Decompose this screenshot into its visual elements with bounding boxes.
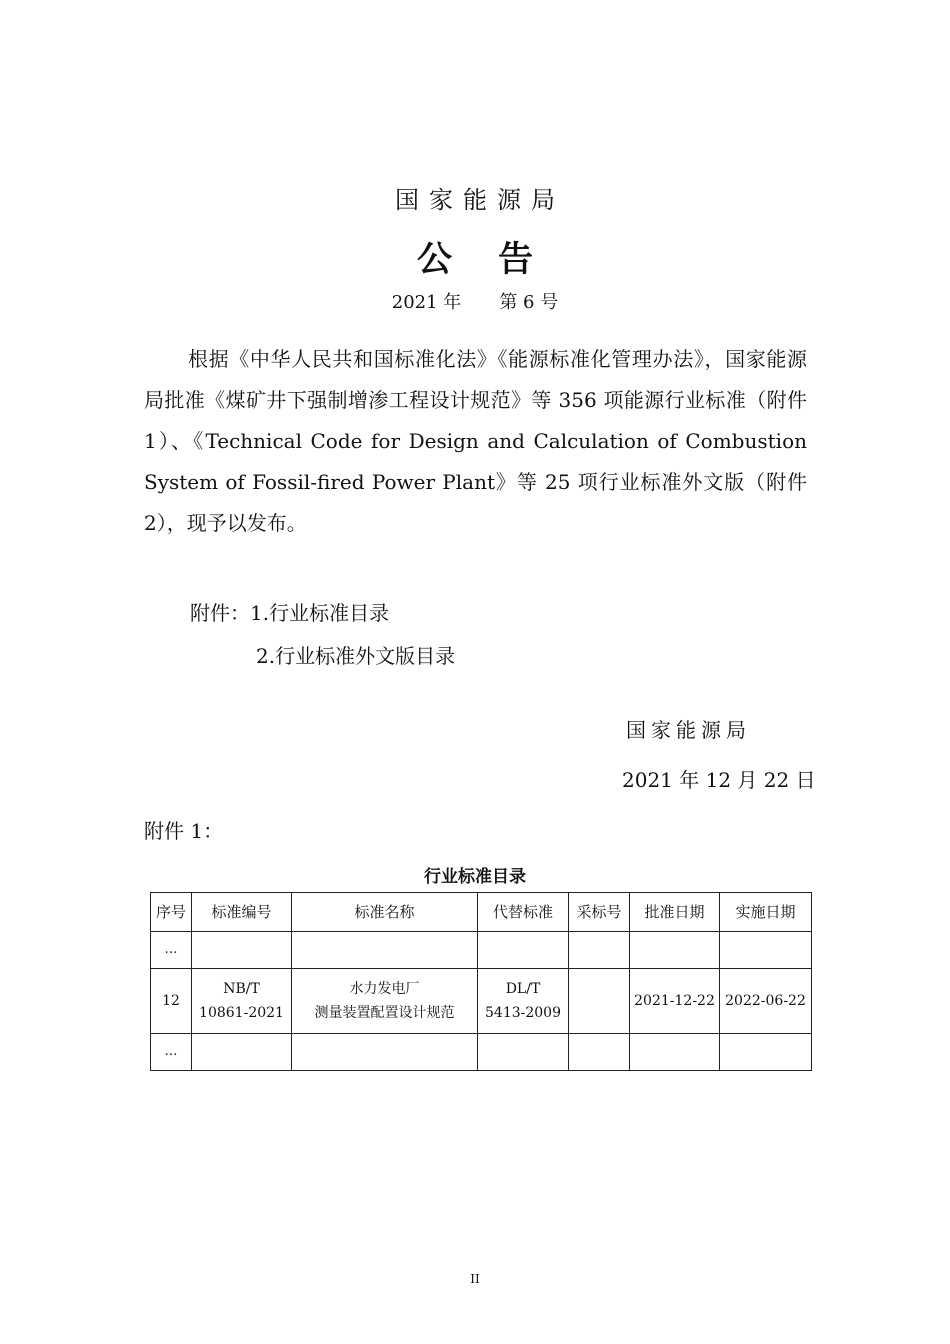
- table-header-row: [151, 893, 812, 932]
- row-approval-date: 2021-12-22: [630, 969, 720, 1034]
- document-issue-number: 第 6 号: [499, 292, 559, 313]
- replaces-line1: DL/T: [505, 981, 541, 997]
- announcement-body: 根据《中华人民共和国标准化法》《能源标准化管理办法》，国家能源局批准《煤矿井下强制增渗工程设计规范》等 356 项能源行业标准（附件 1）、《Technical Code for Design and Calculation of Combustion System of Fossil-fired Power Plant》等 25 项行业标准外文版（附件 2），现予以发布。: [144, 347, 807, 535]
- issuing-organization-title: 国家能源局: [395, 186, 565, 214]
- column-header-effective: 实施日期: [720, 893, 812, 932]
- table-row-ellipsis-bottom: [151, 1034, 812, 1071]
- column-header-code: 标准编号: [192, 893, 292, 932]
- document-number: [0, 288, 950, 314]
- column-header-name: 标准名称: [292, 893, 478, 932]
- signature-organization: 国家能源局: [626, 718, 751, 742]
- column-header-adopted: 采标号: [569, 893, 630, 932]
- row-adopted-number: [569, 969, 630, 1034]
- document-type-char-1: 公: [416, 240, 452, 280]
- row-index: 12: [151, 969, 192, 1034]
- appendix-table-title: 行业标准目录: [424, 867, 526, 887]
- column-header-approved: 批准日期: [630, 893, 720, 932]
- document-type-char-2: 告: [498, 240, 534, 280]
- ellipsis-cell: …: [151, 932, 192, 969]
- table-row: [151, 969, 812, 1034]
- ellipsis-cell: …: [151, 1034, 192, 1071]
- standard-name-line1: 水力发电厂: [349, 981, 420, 997]
- column-header-index: 序号: [151, 893, 192, 932]
- column-header-replaces: 代替标准: [478, 893, 569, 932]
- document-year: 2021 年: [391, 292, 462, 313]
- standard-name-line2: 测量装置配置设计规范: [314, 1005, 455, 1021]
- row-standard-name: [292, 969, 478, 1034]
- standard-code-line2: 10861-2021: [199, 1005, 284, 1021]
- attachment-item-1: 附件：1.行业标准目录: [190, 601, 390, 625]
- appendix-label: 附件 1：: [144, 819, 224, 843]
- standard-code-line1: NB/T: [223, 981, 260, 997]
- page-number: II: [470, 1272, 480, 1286]
- document-type-heading: [0, 232, 950, 282]
- row-effective-date: 2022-06-22: [720, 969, 812, 1034]
- row-replaces: [478, 969, 569, 1034]
- attachments-list: [190, 593, 455, 676]
- attachment-item-2: 2.行业标准外文版目录: [256, 644, 456, 668]
- row-standard-code: [192, 969, 292, 1034]
- signature-date: 2021 年 12 月 22 日: [622, 768, 816, 792]
- standards-table: [150, 892, 812, 1071]
- replaces-line2: 5413-2009: [485, 1005, 561, 1021]
- table-row-ellipsis-top: [151, 932, 812, 969]
